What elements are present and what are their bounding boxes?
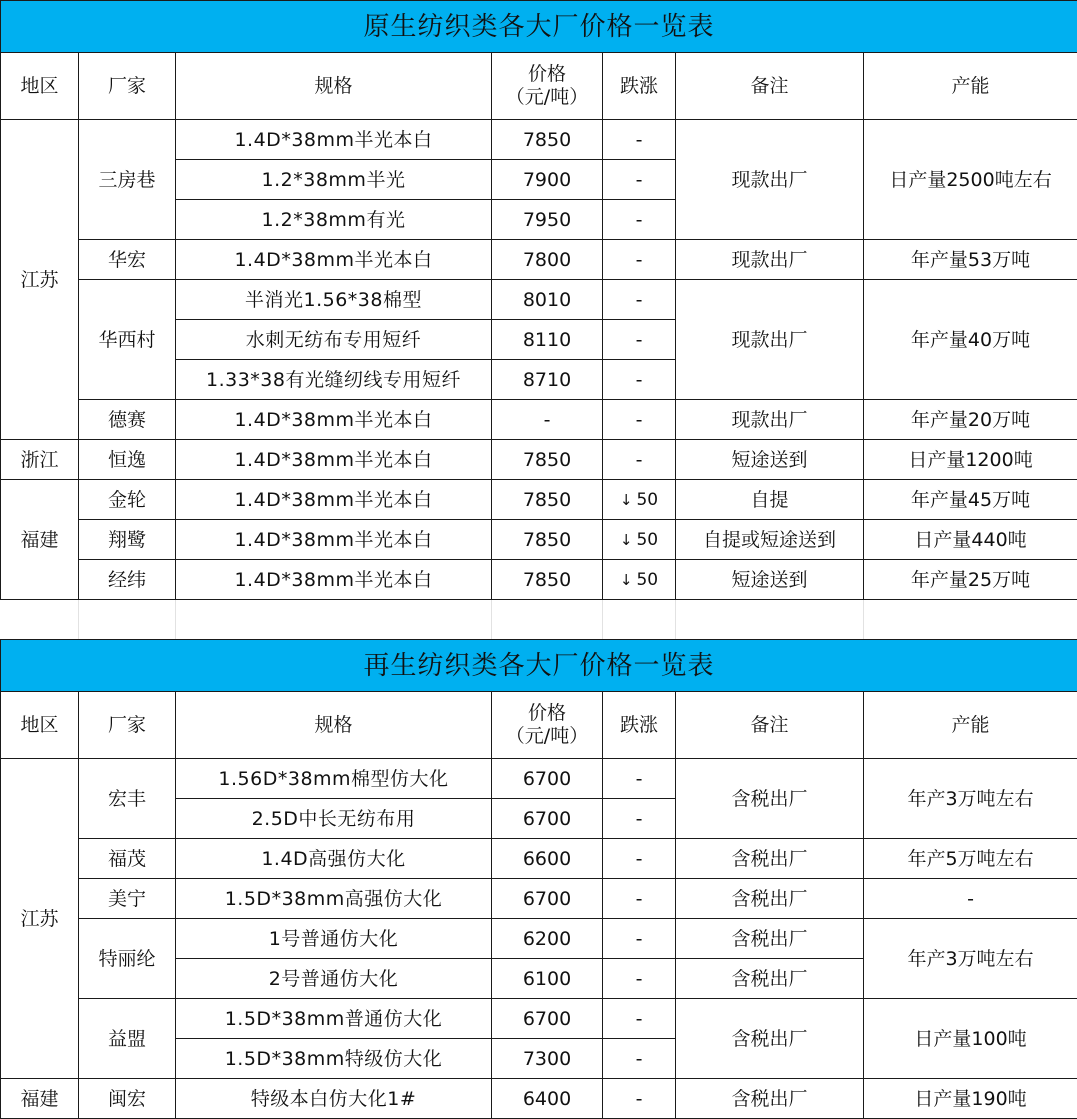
table-row — [1, 520, 1077, 560]
note-cell: 含税出厂 — [676, 999, 864, 1079]
spacer-row — [0, 600, 1077, 639]
table-row — [1, 879, 1077, 919]
note-cell: 含税出厂 — [676, 879, 864, 919]
price-cell: 6100 — [492, 959, 603, 999]
capacity-cell: - — [864, 879, 1077, 919]
change-value: 50 — [636, 489, 659, 510]
spacer-gridline — [602, 600, 603, 639]
note-cell: 含税出厂 — [676, 759, 864, 839]
header-change: 跌涨 — [603, 53, 676, 120]
note-cell: 现款出厂 — [676, 240, 864, 280]
price-cell: 6200 — [492, 919, 603, 959]
capacity-cell: 年产量45万吨 — [864, 480, 1077, 520]
price-cell: 7850 — [492, 560, 603, 600]
spec-cell: 1.4D*38mm半光本白 — [176, 120, 492, 160]
capacity-cell: 日产量1200吨 — [864, 440, 1077, 480]
price-cell: 7850 — [492, 520, 603, 560]
change-cell: - — [603, 919, 676, 959]
change-cell: - — [603, 1079, 676, 1119]
spec-cell: 1.4D*38mm半光本白 — [176, 560, 492, 600]
capacity-cell: 年产量25万吨 — [864, 560, 1077, 600]
capacity-cell: 年产量53万吨 — [864, 240, 1077, 280]
note-cell: 自提 — [676, 480, 864, 520]
header-maker: 厂家 — [79, 692, 176, 759]
header-region: 地区 — [1, 53, 79, 120]
change-cell: - — [603, 879, 676, 919]
capacity-cell: 年产3万吨左右 — [864, 759, 1077, 839]
spec-cell: 1.5D*38mm高强仿大化 — [176, 879, 492, 919]
region-cell: 福建 — [1, 1079, 79, 1119]
note-cell: 现款出厂 — [676, 400, 864, 440]
spacer-gridline — [863, 600, 864, 639]
spec-cell: 1.33*38有光缝纫线专用短纤 — [176, 360, 492, 400]
table-header-row — [1, 53, 1077, 120]
header-price — [492, 53, 603, 120]
spec-cell: 1.4D*38mm半光本白 — [176, 240, 492, 280]
spec-cell: 2号普通仿大化 — [176, 959, 492, 999]
table-row — [1, 560, 1077, 600]
table-row — [1, 999, 1077, 1039]
note-cell: 现款出厂 — [676, 280, 864, 400]
spec-cell: 1.2*38mm有光 — [176, 200, 492, 240]
region-cell: 福建 — [1, 480, 79, 600]
maker-cell: 翔鹭 — [79, 520, 176, 560]
table-row — [1, 400, 1077, 440]
note-cell: 含税出厂 — [676, 839, 864, 879]
table-row — [1, 480, 1077, 520]
change-cell: - — [603, 120, 676, 160]
change-cell — [603, 520, 676, 560]
maker-cell: 三房巷 — [79, 120, 176, 240]
price-cell: 7850 — [492, 480, 603, 520]
spec-cell: 1.4D*38mm半光本白 — [176, 400, 492, 440]
table-row — [1, 1079, 1077, 1119]
header-price-line1: 价格 — [527, 63, 566, 85]
spec-cell: 1.2*38mm半光 — [176, 160, 492, 200]
change-cell: - — [603, 280, 676, 320]
capacity-cell: 日产量440吨 — [864, 520, 1077, 560]
spec-cell: 水刺无纺布专用短纤 — [176, 320, 492, 360]
header-price-line1: 价格 — [527, 702, 566, 724]
spacer-gridline — [675, 600, 676, 639]
maker-cell: 闽宏 — [79, 1079, 176, 1119]
note-cell: 含税出厂 — [676, 919, 864, 959]
maker-cell: 美宁 — [79, 879, 176, 919]
change-cell: - — [603, 759, 676, 799]
change-value: 50 — [636, 529, 659, 550]
price-cell: - — [492, 400, 603, 440]
price-cell: 8010 — [492, 280, 603, 320]
header-spec: 规格 — [176, 692, 492, 759]
change-cell: - — [603, 959, 676, 999]
table-title: 再生纺织类各大厂价格一览表 — [1, 640, 1077, 692]
capacity-cell: 日产量190吨 — [864, 1079, 1077, 1119]
maker-cell: 金轮 — [79, 480, 176, 520]
change-cell: - — [603, 999, 676, 1039]
region-cell: 江苏 — [1, 120, 79, 440]
header-maker: 厂家 — [79, 53, 176, 120]
note-cell: 含税出厂 — [676, 959, 864, 999]
change-cell: - — [603, 440, 676, 480]
maker-cell: 益盟 — [79, 999, 176, 1079]
down-arrow-icon: ↓ — [619, 490, 633, 509]
spec-cell: 1.4D高强仿大化 — [176, 839, 492, 879]
change-cell: - — [603, 1039, 676, 1079]
change-cell: - — [603, 200, 676, 240]
price-cell: 7800 — [492, 240, 603, 280]
note-cell: 含税出厂 — [676, 1079, 864, 1119]
change-cell: - — [603, 360, 676, 400]
change-cell: - — [603, 839, 676, 879]
price-cell: 6700 — [492, 759, 603, 799]
table-header-row — [1, 692, 1077, 759]
change-value: 50 — [636, 569, 659, 590]
header-capacity: 产能 — [864, 692, 1077, 759]
header-price — [492, 692, 603, 759]
maker-cell: 恒逸 — [79, 440, 176, 480]
price-cell: 7900 — [492, 160, 603, 200]
spec-cell: 1.4D*38mm半光本白 — [176, 520, 492, 560]
down-arrow-icon: ↓ — [619, 570, 633, 589]
price-cell: 8110 — [492, 320, 603, 360]
note-cell: 短途送到 — [676, 440, 864, 480]
change-cell: - — [603, 160, 676, 200]
price-cell: 6700 — [492, 799, 603, 839]
header-change: 跌涨 — [603, 692, 676, 759]
change-cell: - — [603, 320, 676, 360]
price-cell: 6700 — [492, 879, 603, 919]
note-cell: 自提或短途送到 — [676, 520, 864, 560]
header-price-line2: （元/吨） — [505, 725, 589, 747]
maker-cell: 华宏 — [79, 240, 176, 280]
capacity-cell: 年产5万吨左右 — [864, 839, 1077, 879]
price-cell: 6700 — [492, 999, 603, 1039]
maker-cell: 经纬 — [79, 560, 176, 600]
header-price-line2: （元/吨） — [505, 86, 589, 108]
price-cell: 7850 — [492, 120, 603, 160]
region-cell: 浙江 — [1, 440, 79, 480]
price-cell: 6600 — [492, 839, 603, 879]
maker-cell: 福茂 — [79, 839, 176, 879]
maker-cell: 华西村 — [79, 280, 176, 400]
spec-cell: 1.5D*38mm特级仿大化 — [176, 1039, 492, 1079]
price-cell: 7300 — [492, 1039, 603, 1079]
header-capacity: 产能 — [864, 53, 1077, 120]
spec-cell: 1号普通仿大化 — [176, 919, 492, 959]
change-cell: - — [603, 240, 676, 280]
table-row — [1, 240, 1077, 280]
header-region: 地区 — [1, 692, 79, 759]
spacer-gridline — [78, 600, 79, 639]
price-cell: 7850 — [492, 440, 603, 480]
region-cell: 江苏 — [1, 759, 79, 1079]
header-note: 备注 — [676, 53, 864, 120]
spec-cell: 1.4D*38mm半光本白 — [176, 440, 492, 480]
header-note: 备注 — [676, 692, 864, 759]
spec-cell: 半消光1.56*38棉型 — [176, 280, 492, 320]
change-cell — [603, 560, 676, 600]
spec-cell: 1.5D*38mm普通仿大化 — [176, 999, 492, 1039]
change-cell: - — [603, 400, 676, 440]
table-row — [1, 839, 1077, 879]
table-row — [1, 120, 1077, 160]
maker-cell: 德赛 — [79, 400, 176, 440]
spacer-gridline — [175, 600, 176, 639]
spacer-gridline — [491, 600, 492, 639]
spec-cell: 特级本白仿大化1# — [176, 1079, 492, 1119]
capacity-cell: 年产量40万吨 — [864, 280, 1077, 400]
capacity-cell: 年产量20万吨 — [864, 400, 1077, 440]
change-cell — [603, 480, 676, 520]
table-row — [1, 440, 1077, 480]
spec-cell: 2.5D中长无纺布用 — [176, 799, 492, 839]
down-arrow-icon: ↓ — [619, 530, 633, 549]
note-cell: 现款出厂 — [676, 120, 864, 240]
capacity-cell: 日产量100吨 — [864, 999, 1077, 1079]
maker-cell: 宏丰 — [79, 759, 176, 839]
change-cell: - — [603, 799, 676, 839]
maker-cell: 特丽纶 — [79, 919, 176, 999]
price-cell: 8710 — [492, 360, 603, 400]
spec-cell: 1.56D*38mm棉型仿大化 — [176, 759, 492, 799]
table-title: 原生纺织类各大厂价格一览表 — [1, 1, 1077, 53]
table-row — [1, 280, 1077, 320]
note-cell: 短途送到 — [676, 560, 864, 600]
capacity-cell: 年产3万吨左右 — [864, 919, 1077, 999]
table-row — [1, 759, 1077, 799]
price-cell: 7950 — [492, 200, 603, 240]
table-row — [1, 919, 1077, 959]
spec-cell: 1.4D*38mm半光本白 — [176, 480, 492, 520]
header-spec: 规格 — [176, 53, 492, 120]
price-cell: 6400 — [492, 1079, 603, 1119]
capacity-cell: 日产量2500吨左右 — [864, 120, 1077, 240]
recycled-fiber-price-table — [0, 639, 1077, 1119]
